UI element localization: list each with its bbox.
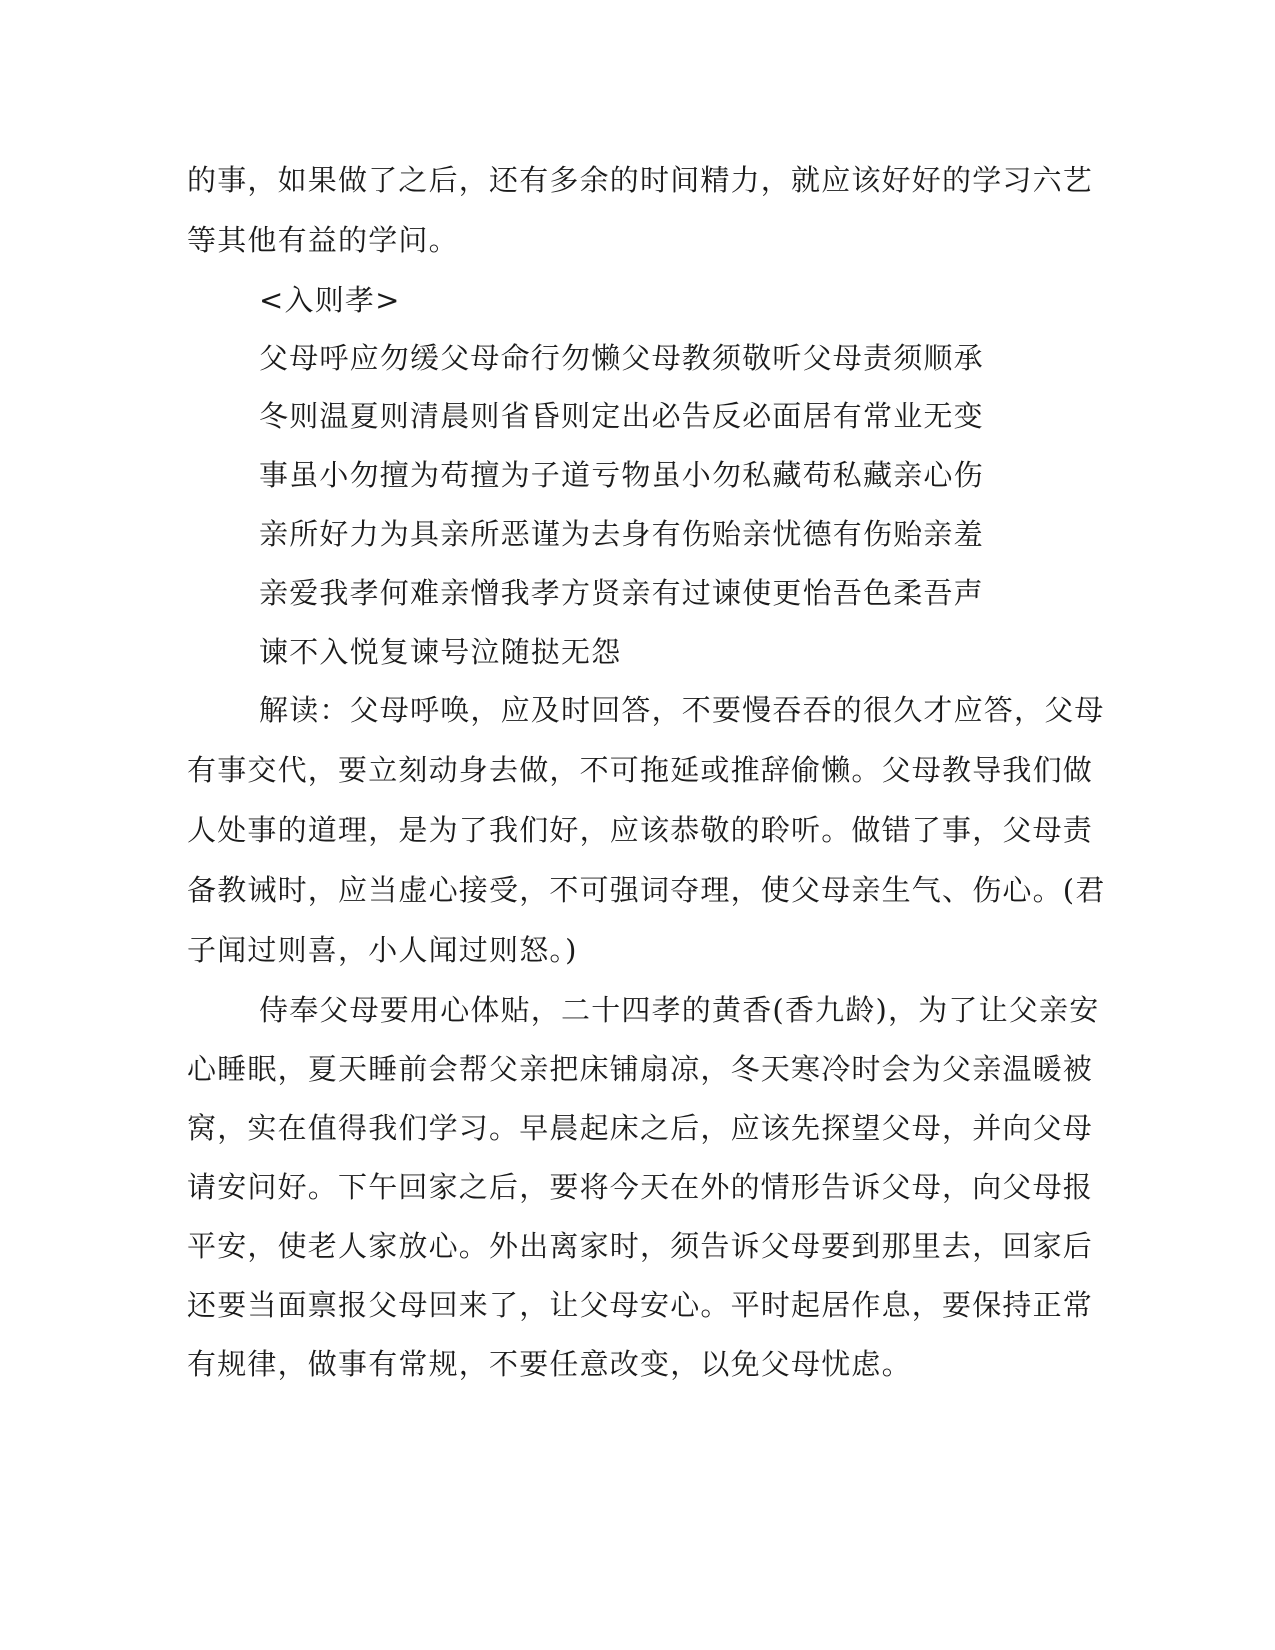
commentary-line: 请安问好。下午回家之后，要将今天在外的情形告诉父母，向父母报 [187, 1170, 1094, 1204]
commentary-line: 还要当面禀报父母回来了，让父母安心。平时起居作息，要保持正常 [187, 1288, 1094, 1322]
commentary-line: 心睡眠，夏天睡前会帮父亲把床铺扇凉，冬天寒冷时会为父亲温暖被 [187, 1052, 1094, 1086]
intro-line: 的事，如果做了之后，还有多余的时间精力，就应该好好的学习六艺 [187, 163, 1094, 197]
commentary-line: 有事交代，要立刻动身去做，不可拖延或推辞偷懒。父母教导我们做 [187, 753, 1094, 787]
commentary-line: 人处事的道理，是为了我们好，应该恭敬的聆听。做错了事，父母责 [187, 813, 1094, 847]
commentary-line: 窝，实在值得我们学习。早晨起床之后，应该先探望父母，并向父母 [187, 1111, 1094, 1145]
verse-line: 谏不入悦复谏号泣随挞无怨 [259, 635, 622, 669]
commentary-line: 备教诫时，应当虚心接受，不可强词夺理，使父母亲生气、伤心。(君 [187, 873, 1106, 907]
commentary-line: 侍奉父母要用心体贴，二十四孝的黄香(香九龄)，为了让父亲安 [259, 993, 1100, 1027]
verse-line: 事虽小勿擅为苟擅为子道亏物虽小勿私藏苟私藏亲心伤 [259, 458, 984, 492]
verse-line: 父母呼应勿缓父母命行勿懒父母教须敬听父母责须顺承 [259, 341, 984, 375]
verse-line: 冬则温夏则清晨则省昏则定出必告反必面居有常业无变 [259, 399, 984, 433]
section-title: <入则孝> [259, 283, 401, 317]
commentary-line: 有规律，做事有常规，不要任意改变，以免父母忧虑。 [187, 1347, 912, 1381]
commentary-line: 平安，使老人家放心。外出离家时，须告诉父母要到那里去，回家后 [187, 1229, 1094, 1263]
verse-line: 亲爱我孝何难亲憎我孝方贤亲有过谏使更怡吾色柔吾声 [259, 576, 984, 610]
verse-line: 亲所好力为具亲所恶谨为去身有伤贻亲忧德有伤贻亲羞 [259, 517, 984, 551]
intro-line: 等其他有益的学问。 [187, 223, 459, 257]
commentary-line: 解读：父母呼唤，应及时回答，不要慢吞吞的很久才应答，父母 [259, 693, 1105, 727]
commentary-line: 子闻过则喜，小人闻过则怒。) [187, 933, 578, 967]
